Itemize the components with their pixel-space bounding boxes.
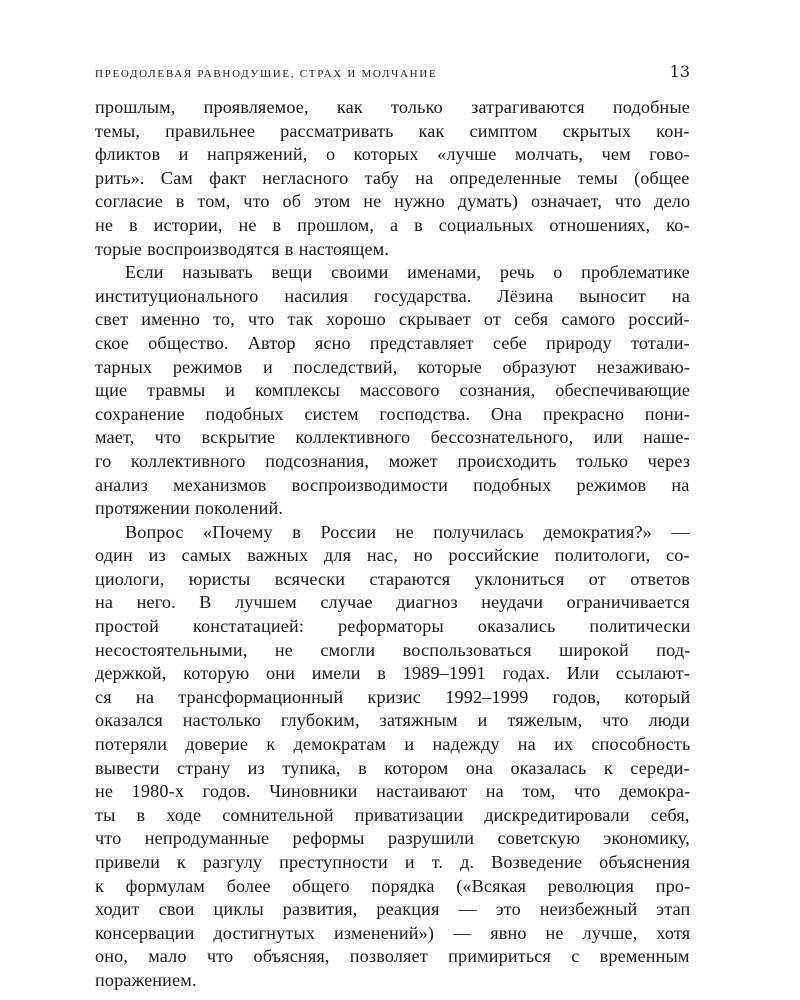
- text-line: мает, что вскрытие коллективного бессознательного, или наше-: [95, 427, 690, 448]
- text-line: го коллективного подсознания, может происходить только через: [95, 450, 691, 471]
- book-page: [95, 62, 690, 993]
- text-line: к формулам более общего порядка («Всякая революция про-: [95, 875, 691, 896]
- text-line: фликтов и напряжений, о которых «лучше молчать, чем гово-: [95, 144, 690, 165]
- text-line: несостоятельными, не смогли воспользоваться широкой под-: [95, 639, 691, 660]
- text-line: консервации достигнутых изменений») — явно не лучше, хотя: [95, 922, 691, 943]
- paragraph-3: [95, 521, 690, 993]
- text-line: свет именно то, что так хорошо скрывает от себя самого россий-: [95, 309, 690, 330]
- text-line: ты в ходе сомнительной приватизации дискредитировали себя,: [95, 804, 690, 825]
- text-line: не в истории, не в прошлом, а в социальных отношениях, ко-: [95, 214, 690, 235]
- text-line: что непродуманные реформы разрушили советскую экономику,: [95, 828, 690, 849]
- text-line: тарных режимов и последствий, которые образуют незаживаю-: [95, 356, 691, 377]
- text-line: привели к разгулу преступности и т. д. Возведение объяснения: [95, 852, 691, 872]
- text-line: потеряли доверие к демократам и надежду на их способность: [95, 734, 691, 755]
- body-text: [95, 96, 690, 993]
- text-line: согласие в том, что об этом не нужно думать) означает, что дело: [95, 191, 691, 212]
- page-header: [95, 62, 690, 96]
- text-line: оказался настолько глубоким, затяжным и тяжелым, что люди: [95, 710, 690, 731]
- text-line: институционального насилия государства. Лёзина выносит на: [95, 285, 690, 306]
- text-line: ское общество. Автор ясно представляет себе природу тотали-: [95, 332, 690, 353]
- text-line: прошлым, проявляемое, как только затрагиваются подобные: [95, 97, 691, 117]
- text-line: на него. В лучшем случае диагноз неудачи ограничивается: [95, 592, 690, 613]
- running-title: ПРЕОДОЛЕВАЯ РАВНОДУШИЕ, СТРАХ И МОЛЧАНИЕ: [95, 68, 438, 80]
- text-line: торые воспроизводятся в настоящем.: [95, 238, 390, 259]
- text-line: циологи, юристы всячески стараются уклониться от ответов: [95, 568, 691, 589]
- page-number: 13: [669, 62, 690, 81]
- text-line: не 1980-х годов. Чиновники настаивают на том, что демокра-: [95, 781, 691, 802]
- text-line: сохранение подобных систем господства. Она прекрасно пони-: [95, 403, 690, 424]
- text-line: темы, правильнее рассматривать как симптом скрытых кон-: [95, 120, 690, 141]
- text-line: Если называть вещи своими именами, речь о проблематике: [125, 262, 690, 283]
- text-line: поражением.: [95, 969, 197, 990]
- paragraph-1: [95, 96, 690, 261]
- text-line: один из самых важных для нас, но российские политологи, со-: [95, 545, 690, 566]
- text-line: щие травмы и комплексы массового сознания, обеспечивающие: [95, 380, 691, 401]
- text-line: простой констатацией: реформаторы оказались политически: [95, 616, 691, 637]
- text-line: ходит свои циклы развития, реакция — это неизбежный этап: [95, 899, 691, 920]
- paragraph-2: [95, 261, 690, 521]
- text-line: вывести страну из тупика, в котором она оказалась к середи-: [95, 757, 690, 778]
- text-line: Вопрос «Почему в России не получилась демократия?» —: [125, 521, 690, 542]
- text-line: оно, мало что объясняя, позволяет примириться с временным: [95, 946, 690, 967]
- text-line: анализ механизмов воспроизводимости подобных режимов на: [95, 474, 690, 495]
- text-line: ся на трансформационный кризис 1992–1999 годов, который: [95, 686, 691, 707]
- text-line: протяжении поколений.: [95, 498, 284, 519]
- text-line: рить». Сам факт негласного табу на определенные темы (общее: [95, 167, 690, 188]
- text-line: держкой, которую они имели в 1989–1991 годах. Или ссылают-: [95, 663, 690, 684]
